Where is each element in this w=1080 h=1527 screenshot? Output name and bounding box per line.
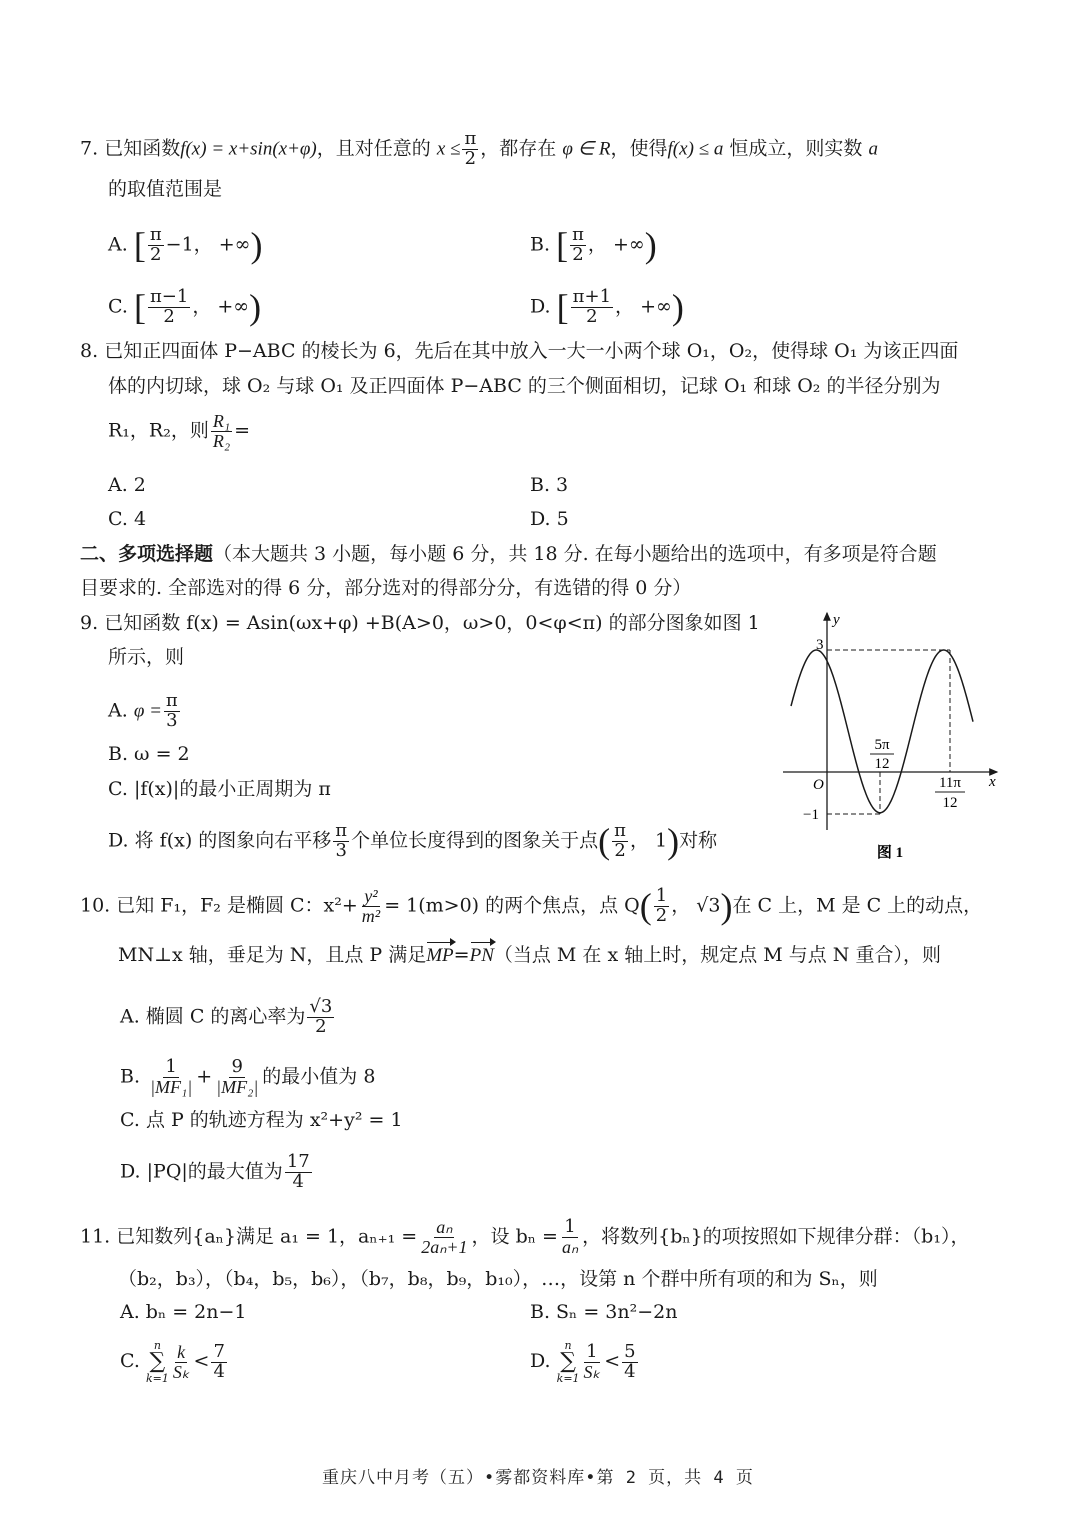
denominator: 3	[166, 709, 178, 731]
q9-line1	[80, 614, 760, 633]
q7-math: = x+sin(x+φ)	[206, 138, 317, 160]
q7-math: x ≤	[436, 138, 461, 160]
numerator: π	[614, 820, 626, 841]
option-label: C.	[120, 1350, 140, 1372]
numerator: 5	[624, 1340, 636, 1362]
summation	[146, 1340, 169, 1384]
paren: )	[249, 286, 262, 327]
q8-option-d[interactable]: D. 5	[530, 508, 569, 530]
denominator: 2	[150, 243, 162, 265]
denominator: |MF₁|	[150, 1076, 193, 1097]
q7-option-c[interactable]	[108, 288, 261, 327]
q10-option-b[interactable]	[120, 1058, 375, 1097]
figure-caption: 图 1	[876, 845, 904, 861]
q10-line1	[80, 887, 982, 926]
q7-text: ，都存在	[480, 137, 557, 160]
origin-label: O	[813, 777, 824, 793]
numerator: π	[165, 690, 178, 711]
numerator: 1	[655, 885, 668, 906]
x1-tick-num: 5π	[874, 737, 890, 753]
question-number: 11.	[80, 1225, 111, 1248]
denominator: 4	[292, 1170, 304, 1192]
paren: )	[250, 224, 263, 265]
option-label: C.	[108, 295, 128, 318]
y-max-label: 3	[816, 637, 824, 653]
option-math: φ =	[133, 700, 162, 722]
fraction	[582, 1340, 603, 1382]
q8-option-c[interactable]: C. 4	[108, 508, 147, 530]
y-axis-label: y	[833, 612, 840, 628]
option-label: D.	[530, 1350, 551, 1372]
summation	[557, 1340, 580, 1384]
x-axis-label: x	[989, 774, 996, 790]
q8-option-b[interactable]: B. 3	[530, 474, 569, 496]
fraction	[654, 887, 669, 926]
plus-sign: +	[196, 1065, 213, 1088]
q10-option-d[interactable]	[120, 1153, 314, 1192]
q7-text: 已知函数	[104, 137, 181, 160]
q7-option-d[interactable]	[530, 288, 684, 327]
option-label: B.	[530, 233, 551, 256]
q10-text: ， √3	[671, 894, 721, 917]
q9-option-b[interactable]: B. ω = 2	[108, 743, 190, 765]
option-text: A. 椭圆 C 的离心率为	[120, 1005, 306, 1028]
q11-line1	[80, 1218, 969, 1257]
numerator: 1	[586, 1340, 598, 1362]
option-text: ， +∞	[192, 295, 250, 318]
q10-text: 已知 F₁，F₂ 是椭圆 C：x²+	[116, 894, 358, 917]
fraction	[214, 1058, 260, 1097]
section-description: （本大题共 3 小题，每小题 6 分，共 18 分. 在每小题给出的选项中，有多项是符合题	[213, 543, 937, 565]
sigma-symbol: ∑	[149, 1349, 166, 1374]
numerator: √3	[309, 996, 333, 1017]
x1-tick-den: 12	[874, 756, 890, 772]
option-label: B.	[120, 1065, 141, 1088]
denominator: 2aₙ+1	[421, 1236, 468, 1257]
fraction	[307, 998, 334, 1037]
q7-math: φ ∈ R	[562, 138, 611, 160]
fraction	[333, 822, 349, 861]
fraction	[419, 1218, 469, 1257]
q7-option-a[interactable]	[108, 226, 262, 265]
q8-text: 已知正四面体 P−ABC 的棱长为 6，先后在其中放入一大一小两个球 O₁，O₂，使得球 O₁ 为该正四面	[104, 340, 959, 362]
q11-option-a[interactable]: A. bₙ = 2n−1	[120, 1301, 247, 1323]
paren: )	[644, 224, 657, 265]
q8-line2: 体的内切球，球 O₂ 与球 O₁ 及正四面体 P−ABC 的三个侧面相切，记球 O₁ 和球 O₂ 的半径分别为	[108, 375, 941, 397]
denominator: aₙ	[561, 1236, 579, 1257]
q9-option-c[interactable]: C. |f(x)|的最小正周期为 π	[108, 778, 331, 800]
q10-text: = 1(m>0) 的两个焦点，点 Q	[384, 894, 640, 917]
q8-line3	[108, 412, 250, 451]
q8-option-a[interactable]: A. 2	[108, 474, 146, 496]
denominator: |MF₂|	[216, 1076, 259, 1097]
x2-tick-num: 11π	[938, 775, 962, 791]
equals-sign: =	[453, 944, 470, 966]
equals-sign: =	[234, 419, 251, 442]
option-label: A.	[108, 699, 128, 722]
sum-upper: n	[564, 1339, 572, 1352]
q7-line2: 的取值范围是	[108, 178, 223, 200]
option-text: −1， +∞	[165, 233, 251, 256]
bracket: [	[133, 286, 146, 327]
denominator: m²	[361, 905, 381, 926]
less-than: <	[604, 1350, 621, 1372]
question-number: 7.	[80, 137, 99, 160]
fraction	[560, 1218, 580, 1257]
sum-lower: k=1	[145, 1372, 169, 1385]
q9-text: 已知函数 f(x) = Asin(ωx+φ) +B(A>0，ω>0，0<φ<π) 的部分图象如图 1	[104, 612, 760, 634]
fraction	[285, 1153, 312, 1192]
q7-text: ，且对任意的	[316, 137, 431, 160]
numerator: π	[149, 224, 162, 245]
option-text: ， +∞	[615, 295, 672, 318]
q10-option-c[interactable]: C. 点 P 的轨迹方程为 x²+y² = 1	[120, 1109, 403, 1131]
q7-option-b[interactable]	[530, 226, 657, 265]
q10-text: 在 C 上，M 是 C 上的动点，	[732, 894, 983, 917]
fraction	[571, 288, 613, 327]
q11-text: 已知数列{aₙ}满足 a₁ = 1，aₙ₊₁ =	[116, 1225, 418, 1248]
numerator: π	[572, 224, 584, 245]
q10-option-a[interactable]	[120, 998, 336, 1037]
denominator: 2	[614, 839, 626, 861]
numerator: 1	[564, 1216, 576, 1237]
numerator: aₙ	[436, 1217, 453, 1237]
section-2-header	[80, 545, 937, 564]
x2-tick-den: 12	[942, 795, 958, 811]
paren: (	[598, 820, 611, 861]
q10-text: MN⊥x 轴，垂足为 N，且点 P 满足	[118, 944, 427, 966]
q9-line2: 所示，则	[108, 646, 185, 668]
denominator: Sₖ	[583, 1361, 601, 1382]
section-title: 二、多项选择题	[80, 543, 214, 565]
q11-text: ，设 bₙ =	[471, 1225, 558, 1248]
bracket: [	[556, 224, 569, 265]
section-2-desc-line2: 目要求的. 全部选对的得 6 分，部分选对的得部分分，有选错的得 0 分）	[80, 577, 692, 599]
denominator: 4	[213, 1360, 225, 1382]
q11-text: ，将数列{bₙ}的项按照如下规律分群：（b₁），	[582, 1225, 970, 1248]
sum-lower: k=1	[556, 1372, 580, 1385]
numerator: π−1	[149, 286, 189, 307]
fraction	[570, 226, 586, 265]
fraction	[148, 226, 164, 265]
q9-option-d[interactable]	[108, 822, 717, 861]
numerator: R₁	[212, 411, 231, 431]
paren: )	[667, 820, 680, 861]
fraction	[360, 887, 382, 926]
q9-option-a[interactable]	[108, 692, 182, 731]
q7-math: f(x)	[180, 138, 207, 160]
option-text: 的最小值为 8	[262, 1065, 376, 1088]
denominator: 2	[464, 147, 477, 169]
denominator: R₂	[212, 430, 231, 451]
numerator: 17	[286, 1151, 310, 1172]
paren: )	[720, 885, 733, 926]
fraction	[148, 288, 190, 327]
sum-upper: n	[153, 1339, 161, 1352]
sigma-symbol: ∑	[560, 1349, 576, 1374]
option-text: ， +∞	[587, 233, 645, 256]
question-number: 10.	[80, 894, 111, 917]
fraction	[171, 1343, 192, 1382]
option-text: ， 1	[630, 829, 668, 852]
numerator: π	[335, 820, 348, 841]
q7-text: 恒成立，则实数	[729, 137, 863, 160]
q8-line1	[80, 342, 958, 361]
numerator: k	[177, 1341, 186, 1362]
question-number: 9.	[80, 612, 99, 634]
q7-math: a	[868, 138, 878, 160]
bracket: [	[133, 224, 146, 265]
fraction	[211, 1340, 226, 1382]
numerator: 1	[165, 1056, 177, 1077]
q10-text: （当点 M 在 x 轴上时，规定点 M 与点 N 重合），则	[493, 944, 941, 966]
denominator: Sₖ	[172, 1361, 190, 1382]
option-label: D.	[530, 295, 551, 318]
denominator: 4	[624, 1360, 636, 1382]
question-number: 8.	[80, 340, 99, 362]
denominator: 3	[335, 839, 347, 861]
less-than: <	[193, 1350, 210, 1372]
bracket: [	[556, 286, 569, 327]
paren: (	[639, 885, 652, 926]
q7-line1	[80, 130, 878, 169]
denominator: 2	[655, 904, 668, 926]
fraction	[462, 130, 478, 169]
fraction	[211, 412, 232, 451]
y-min-label: −1	[803, 807, 819, 823]
option-text: D. 将 f(x) 的图象向右平移	[108, 829, 332, 852]
numerator: y²	[364, 886, 378, 906]
option-text: D. |PQ|的最大值为	[120, 1160, 283, 1183]
option-text: 个单位长度得到的图象关于点	[351, 829, 599, 852]
q7-text: ，使得	[610, 137, 668, 160]
vector-mp: MP	[426, 945, 454, 966]
paren: )	[671, 286, 684, 327]
numerator: π	[464, 128, 477, 149]
fraction	[612, 822, 628, 861]
denominator: 2	[315, 1015, 327, 1037]
page-footer: 重庆八中月考（五）•雾都资料库•第 2 页，共 4 页	[322, 1468, 754, 1488]
q8-text: R₁，R₂，则	[108, 419, 209, 442]
q7-math: f(x) ≤ a	[667, 138, 724, 160]
numerator: π+1	[572, 286, 612, 307]
q11-option-b[interactable]: B. Sₙ = 3n²−2n	[530, 1301, 678, 1323]
denominator: 2	[586, 305, 598, 327]
denominator: 2	[572, 243, 584, 265]
q11-line2: （b₂，b₃），（b₄，b₅，b₆），（b₇，b₈，b₉，b₁₀），…，设第 n 个群中所有项的和为 Sₙ，则	[118, 1268, 878, 1290]
q10-line2	[118, 946, 941, 965]
option-label: A.	[108, 233, 128, 256]
fraction	[164, 692, 180, 731]
denominator: 2	[163, 305, 175, 327]
option-text: 对称	[679, 829, 718, 852]
q11-option-c[interactable]	[120, 1340, 229, 1384]
numerator: 7	[213, 1340, 225, 1362]
fraction	[148, 1058, 194, 1097]
vector-pn: PN	[469, 945, 494, 966]
figure-1-sine-graph	[775, 605, 1010, 870]
q11-option-d[interactable]	[530, 1340, 640, 1384]
fraction	[622, 1340, 637, 1382]
numerator: 9	[231, 1056, 243, 1077]
